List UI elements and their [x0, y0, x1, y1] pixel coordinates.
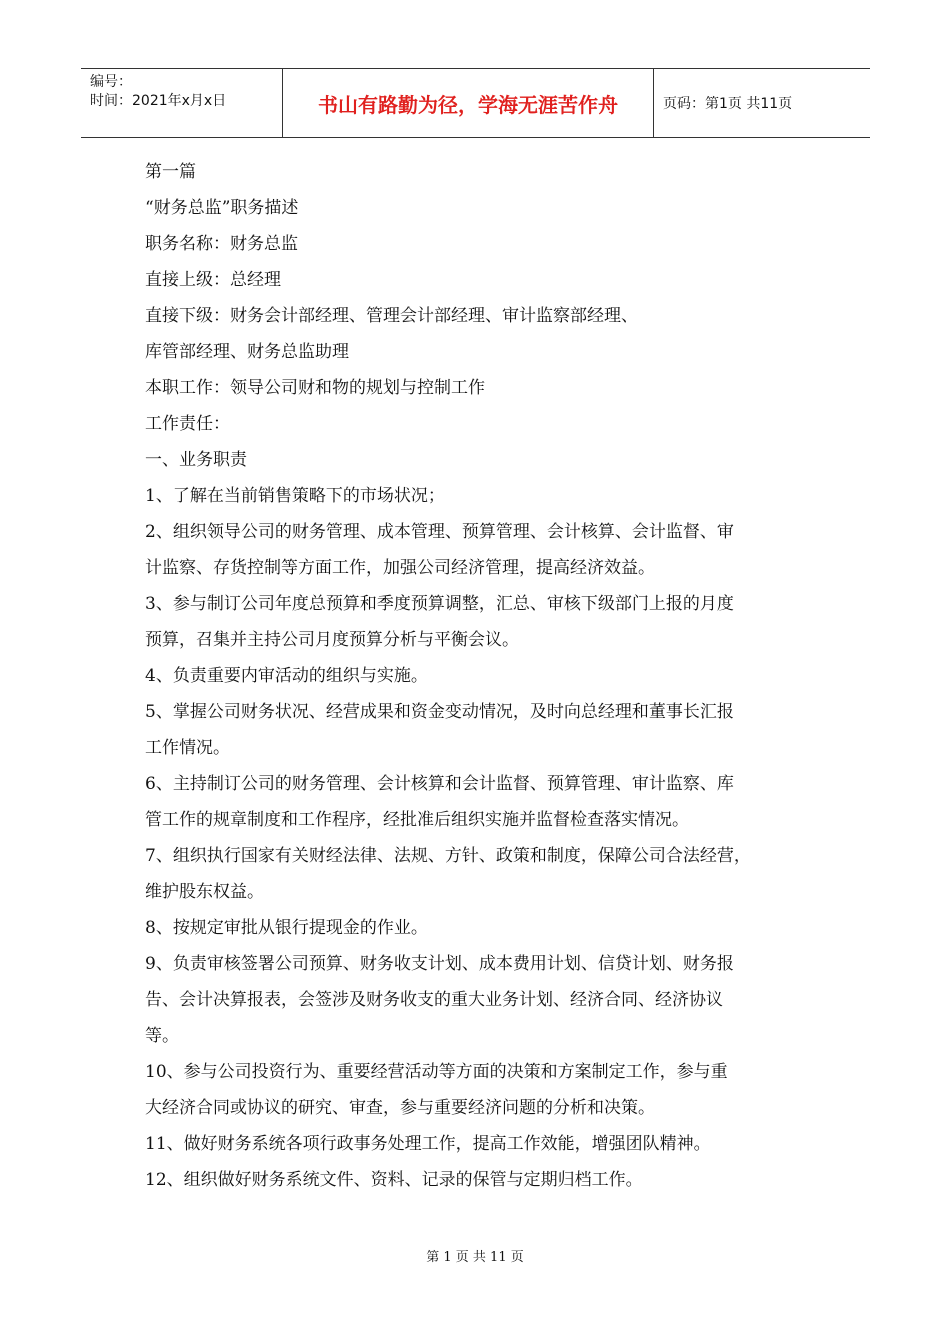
body-line: 6、主持制订公司的财务管理、会计核算和会计监督、预算管理、审计监察、库 — [145, 774, 734, 794]
body-line: 4、负责重要内审活动的组织与实施。 — [145, 666, 428, 686]
body-line: 预算，召集并主持公司月度预算分析与平衡会议。 — [145, 630, 519, 650]
body-line: 第一篇 — [145, 162, 196, 182]
body-line: 工作责任： — [145, 414, 230, 434]
body-line: 计监察、存货控制等方面工作，加强公司经济管理，提高经济效益。 — [145, 558, 655, 578]
body-line: 维护股东权益。 — [145, 882, 264, 902]
body-line: 告、会计决算报表，会签涉及财务收支的重大业务计划、经济合同、经济协议 — [145, 990, 723, 1010]
body-line: 11、做好财务系统各项行政事务处理工作，提高工作效能，增强团队精神。 — [145, 1134, 711, 1154]
body-line: 5、掌握公司财务状况、经营成果和资金变动情况，及时向总经理和董事长汇报 — [145, 702, 734, 722]
body-line: 8、按规定审批从银行提现金的作业。 — [145, 918, 428, 938]
header-meta — [81, 69, 283, 137]
body-line: 直接上级：总经理 — [145, 270, 281, 290]
header-page-code: 页码：第1页 共11页 — [663, 96, 793, 112]
body-line: 本职工作：领导公司财和物的规划与控制工作 — [145, 378, 485, 398]
body-line: 9、负责审核签署公司预算、财务收支计划、成本费用计划、信贷计划、财务报 — [145, 954, 734, 974]
document-body — [145, 154, 825, 1198]
body-line: 库管部经理、财务总监助理 — [145, 342, 349, 362]
header-motto: 书山有路勤为径，学海无涯苦作舟 — [283, 69, 654, 137]
body-line: 工作情况。 — [145, 738, 230, 758]
body-line: 大经济合同或协议的研究、审查，参与重要经济问题的分析和决策。 — [145, 1098, 655, 1118]
body-line: “财务总监”职务描述 — [145, 198, 299, 218]
body-line: 一、业务职责 — [145, 450, 247, 470]
body-line: 职务名称：财务总监 — [145, 234, 298, 254]
body-line: 10、参与公司投资行为、重要经营活动等方面的决策和方案制定工作，参与重 — [145, 1062, 728, 1082]
body-line: 管工作的规章制度和工作程序，经批准后组织实施并监督检查落实情况。 — [145, 810, 689, 830]
body-line: 3、参与制订公司年度总预算和季度预算调整，汇总、审核下级部门上报的月度 — [145, 594, 734, 614]
document-time: 时间：2021年x月x日 — [90, 93, 227, 109]
page-header — [81, 68, 870, 138]
document-number-label: 编号： — [90, 74, 132, 90]
body-line: 7、组织执行国家有关财经法律、法规、方针、政策和制度，保障公司合法经营， — [145, 846, 751, 866]
body-line: 2、组织领导公司的财务管理、成本管理、预算管理、会计核算、会计监督、审 — [145, 522, 734, 542]
body-line: 直接下级：财务会计部经理、管理会计部经理、审计监察部经理、 — [145, 306, 638, 326]
page-footer: 第 1 页 共 11 页 — [426, 1250, 524, 1265]
body-line: 等。 — [145, 1026, 179, 1046]
body-line: 12、组织做好财务系统文件、资料、记录的保管与定期归档工作。 — [145, 1170, 643, 1190]
body-line: 1、了解在当前销售策略下的市场状况； — [145, 486, 445, 506]
